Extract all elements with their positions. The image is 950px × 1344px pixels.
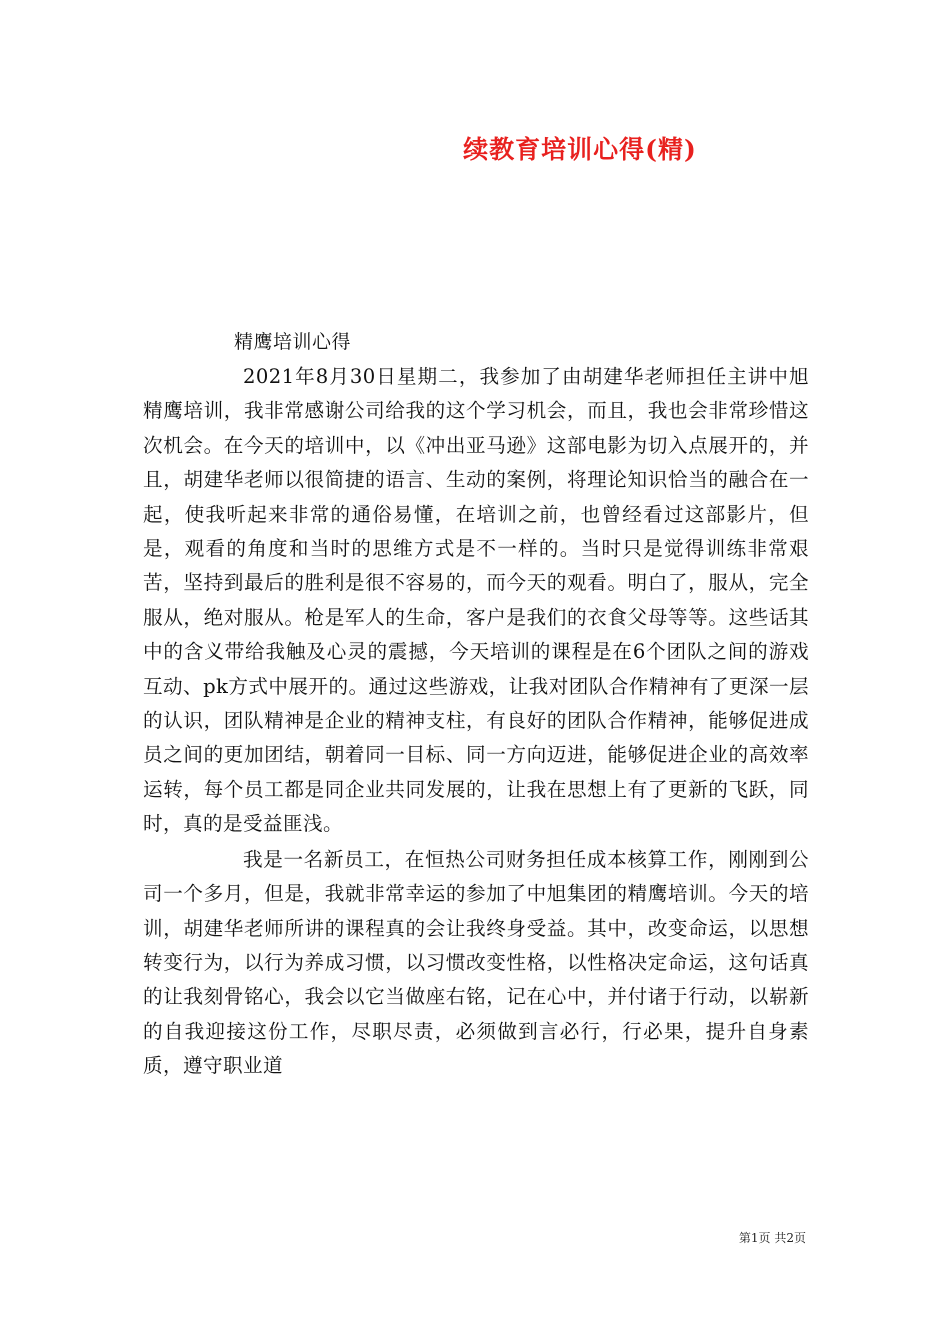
document-body (143, 360, 809, 1084)
paragraph-1: 2021年8月30日星期二，我参加了由胡建华老师担任主讲中旭精鹰培训，我非常感谢公司给我的这个学习机会，而且，我也会非常珍惜这次机会。在今天的培训中，以《冲出亚马逊》这部电影为切入点展开的，并且，胡建华老师以很简捷的语言、生动的案例，将理论知识恰当的融合在一起，使我听起来非常的通俗易懂，在培训之前，也曾经看过这部影片，但是，观看的角度和当时的思维方式是不一样的。当时只是觉得训练非常艰苦，坚持到最后的胜利是很不容易的，而今天的观看。明白了，服从，完全服从，绝对服从。枪是军人的生命，客户是我们的衣食父母等等。这些话其中的含义带给我触及心灵的震撼，今天培训的课程是在6个团队之间的游戏互动、pk方式中展开的。通过这些游戏，让我对团队合作精神有了更深一层的认识，团队精神是企业的精神支柱，有良好的团队合作精神，能够促进成员之间的更加团结，朝着同一目标、同一方向迈进，能够促进企业的高效率运转，每个员工都是同企业共同发展的，让我在思想上有了更新的飞跃，同时，真的是受益匪浅。 (143, 365, 809, 836)
document-title: 续教育培训心得(精) (463, 135, 697, 164)
section-subtitle: 精鹰培训心得 (234, 331, 352, 353)
paragraph-2: 我是一名新员工，在恒热公司财务担任成本核算工作，刚刚到公司一个多月，但是，我就非常幸运的参加了中旭集团的精鹰培训。今天的培训，胡建华老师所讲的课程真的会让我终身受益。其中，改变命运，以思想转变行为，以行为养成习惯，以习惯改变性格，以性格决定命运，这句话真的让我刻骨铭心，我会以它当做座右铭，记在心中，并付诸于行动，以崭新的自我迎接这份工作，尽职尽责，必须做到言必行，行必果，提升自身素质，遵守职业道 (143, 847, 809, 1078)
page-number: 第1页 共2页 (738, 1231, 806, 1245)
